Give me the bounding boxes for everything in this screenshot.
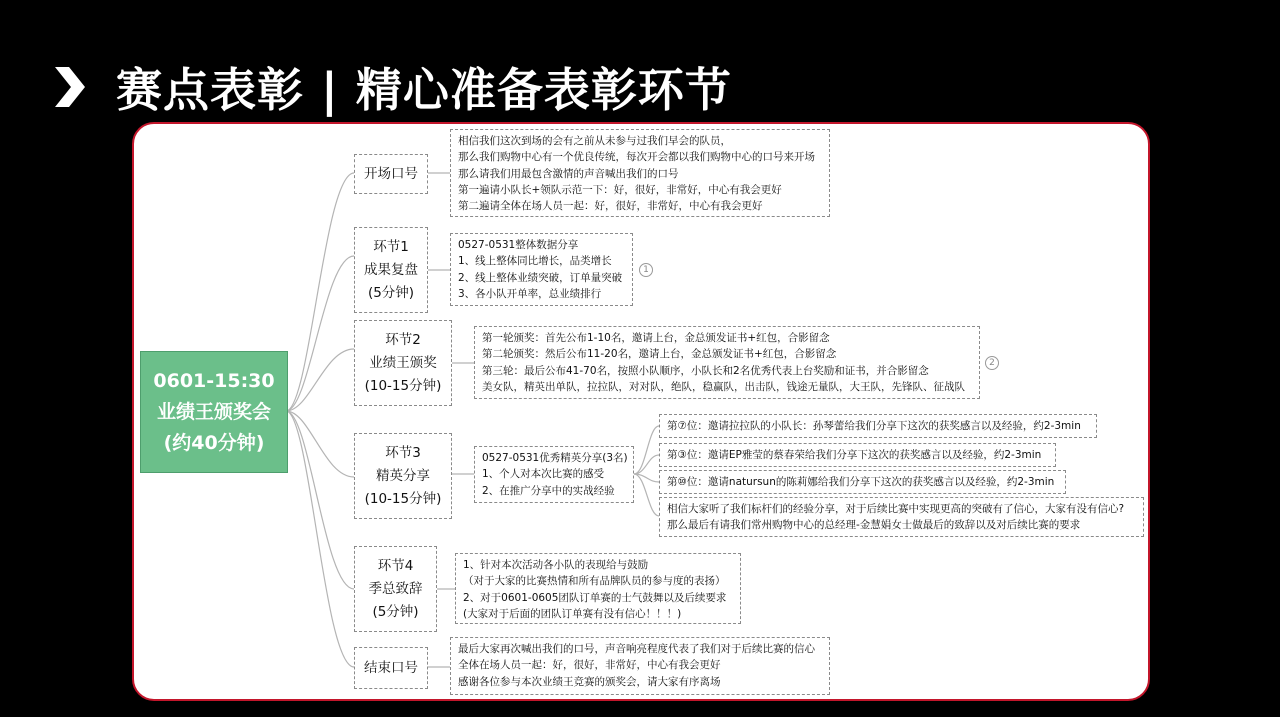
node-section-1: 环节1 成果复盘 (5分钟) — [354, 227, 428, 313]
link-root-b4 — [286, 411, 354, 589]
link-b3-sub3 — [634, 474, 659, 516]
detail-section-1: 0527-0531整体数据分享 1、线上整体同比增长，品类增长 2、线上整体业绩突破，订单量突破 3、各小队开单率，总业绩排行 — [450, 233, 633, 306]
node-opening-slogan: 开场口号 — [354, 154, 428, 194]
detail-section-3: 0527-0531优秀精英分享(3名) 1、个人对本次比赛的感受 2、在推广分享中的实战经验 — [474, 446, 634, 503]
link-root-b5 — [286, 411, 354, 667]
title-bar — [52, 52, 732, 122]
link-b3-sub0 — [634, 426, 659, 474]
detail-section-2: 第一轮颁奖：首先公布1-10名，邀请上台，金总颁发证书+红包，合影留念 第二轮颁奖：然后公布11-20名，邀请上台，金总颁发证书+红包，合影留念 第三轮：最后公布41-70名，按照小队顺序，小队长和2名优秀代表上台奖励和证书，并合影留念 美女队，精英出单队，拉拉队，对对队，绝队，稳赢队，出击队，钱途无量队，大王队，先锋队、征战队 — [474, 326, 980, 399]
detail-section-4: 1、针对本次活动各小队的表现给与鼓励 （对于大家的比赛热情和所有品牌队员的参与度的表扬） 2、对于0601-0605团队订单赛的士气鼓舞以及后续要求 (大家对于后面的团队订单赛有没有信心！！！) — [455, 553, 741, 624]
node-section-2: 环节2 业绩王颁奖 (10-15分钟) — [354, 320, 452, 406]
sub-share-10: 第⑩位：邀请natursun的陈莉娜给我们分享下这次的获奖感言以及经验，约2-3min — [659, 470, 1066, 494]
sub-share-3: 第③位：邀请EP雅莹的蔡春荣给我们分享下这次的获奖感言以及经验，约2-3min — [659, 443, 1056, 467]
root-node: 0601-15:30 业绩王颁奖会 (约40分钟) — [140, 351, 288, 473]
marker-2: 2 — [985, 356, 999, 370]
link-b3-sub1 — [634, 455, 659, 474]
detail-closing-slogan: 最后大家再次喊出我们的口号，声音响亮程度代表了我们对于后续比赛的信心 全体在场人员一起：好，很好，非常好，中心有我会更好 感谢各位参与本次业绩王竞赛的颁奖会，请大家有序离场 — [450, 637, 830, 695]
marker-1: 1 — [639, 263, 653, 277]
sub-share-7: 第⑦位：邀请拉拉队的小队长：孙琴蕾给我们分享下这次的获奖感言以及经验，约2-3min — [659, 414, 1097, 438]
node-section-4: 环节4 季总致辞 (5分钟) — [354, 546, 437, 632]
mindmap-panel — [132, 122, 1150, 701]
chevron-right-icon — [52, 64, 88, 110]
sub-share-summary: 相信大家听了我们标杆们的经验分享，对于后续比赛中实现更高的突破有了信心，大家有没有信心? 那么最后有请我们常州购物中心的总经理-金慧娟女士做最后的致辞以及对后续比赛的要求 — [659, 497, 1144, 537]
node-section-3: 环节3 精英分享 (10-15分钟) — [354, 433, 452, 519]
detail-opening-slogan: 相信我们这次到场的会有之前从未参与过我们早会的队员， 那么我们购物中心有一个优良传统，每次开会都以我们购物中心的口号来开场 那么请我们用最包含激情的声音喊出我们的口号 第一遍请小队长+领队示范一下：好，很好，非常好，中心有我会更好 第二遍请全体在场人员一起：好，很好，非常好，中心有我会更好 — [450, 129, 830, 217]
link-root-b0 — [286, 173, 354, 411]
page-title: 赛点表彰 | 精心准备表彰环节 — [116, 63, 732, 117]
node-closing-slogan: 结束口号 — [354, 647, 428, 689]
